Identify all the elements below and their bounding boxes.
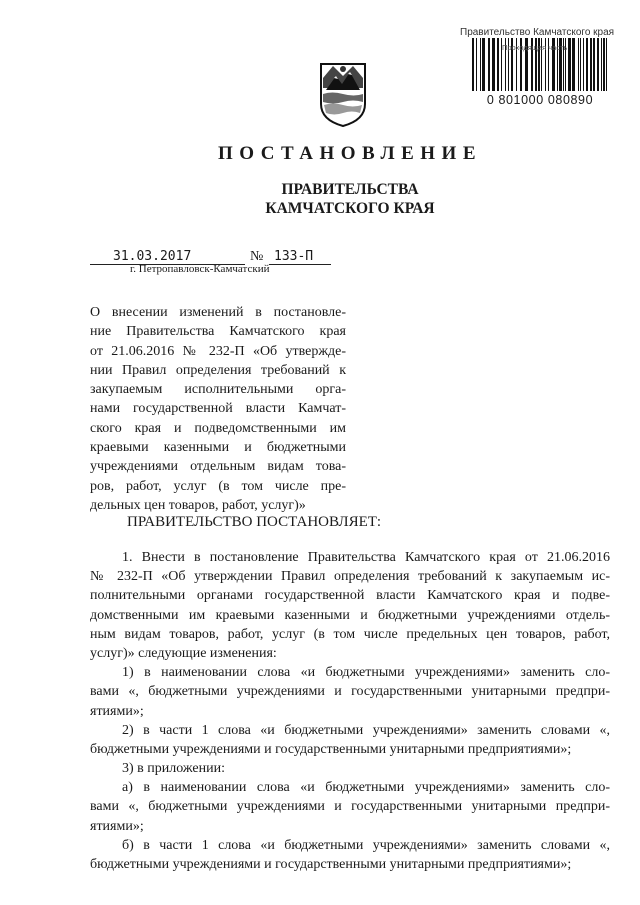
- barcode-bar: [482, 38, 485, 91]
- barcode-bar: [583, 38, 584, 91]
- body-line: бюджетными учреждениями и государственными унитарными предприятиями»;: [90, 857, 572, 872]
- barcode-number: 0 801000 080890: [486, 93, 594, 107]
- body-line: бюджетными учреждениями и государственными унитарными предприятиями»;: [90, 741, 572, 757]
- subject-line: краевыми казенными и бюджетными: [90, 440, 346, 456]
- barcode-bar: [578, 38, 579, 91]
- kamchatka-coat-of-arms-icon: [318, 58, 368, 128]
- issuer-line-2: КАМЧАТСКОГО КРАЯ: [265, 200, 435, 217]
- issuer-line-1: ПРАВИТЕЛЬСТВА: [281, 181, 419, 198]
- subject-line: ского края и подведомственными им: [90, 420, 346, 436]
- document-date: 31.03.2017: [90, 250, 245, 265]
- city: г. Петропавловск-Камчатский: [130, 263, 270, 275]
- barcode-bar: [606, 38, 607, 91]
- subject-line: ров, работ, услуг (в том числе пре-: [90, 478, 346, 494]
- resolves-heading: ПРАВИТЕЛЬСТВО ПОСТАНОВЛЯЕТ:: [127, 514, 382, 530]
- subject-line: ние Правительства Камчатского края: [90, 324, 346, 340]
- barcode-bar: [593, 38, 595, 91]
- barcode-bar: [580, 38, 581, 91]
- body-line: 1) в наименовании слова «и бюджетными учреждениями» заменить сло-: [122, 665, 610, 681]
- body-line: 3) в приложении:: [122, 761, 225, 777]
- barcode-bar: [492, 38, 495, 91]
- barcode-bar: [480, 38, 481, 91]
- body-line: вами «, бюджетными учреждениями и государственными унитарными предпри-: [90, 684, 610, 700]
- body-line: домственными им краевыми казенными и бюджетными учреждениями отдель-: [90, 607, 610, 623]
- body-line: полнительными органами государственной власти Камчатского края и подве-: [90, 588, 610, 604]
- body-line: 2) в части 1 слова «и бюджетными учреждениями» заменить словами «,: [122, 722, 610, 738]
- subject-line: дельных цен товаров, работ, услуг)»: [90, 497, 306, 513]
- body-line: 1. Внести в постановление Правительства Камчатского края от 21.06.2016: [122, 550, 610, 565]
- barcode-bar: [603, 38, 605, 91]
- document-number: 133-П: [269, 250, 331, 265]
- barcode-bar: [597, 38, 599, 91]
- subject-line: учреждениями отдельным видам това-: [90, 459, 346, 475]
- subject-block: [90, 303, 346, 515]
- barcode-bar: [488, 38, 490, 91]
- subject-line: от 21.06.2016 № 232-П «Об утвержде-: [90, 343, 346, 359]
- body-line: ным видам товаров, работ, услуг (в том числе предельных цен товаров, работ,: [90, 626, 610, 642]
- barcode-bar: [568, 38, 571, 91]
- body-line: ятиями»;: [90, 818, 144, 834]
- stamp-part-label: Проходящая часть: [502, 43, 568, 52]
- barcode-bar: [601, 38, 602, 91]
- barcode-bar: [572, 38, 575, 91]
- subject-line: нии Правил определения требований к: [90, 362, 346, 378]
- document-type-title: ПОСТАНОВЛЕНИЕ: [217, 143, 483, 164]
- body-line: б) в части 1 слова «и бюджетными учреждениями» заменить словами «,: [122, 837, 610, 853]
- subject-line: О внесении изменений в постановле-: [90, 305, 346, 320]
- barcode-bar: [476, 38, 477, 91]
- subject-line: нами государственной власти Камчат-: [90, 401, 346, 417]
- body-text: [90, 548, 610, 874]
- barcode-bar: [497, 38, 499, 91]
- subject-line: закупаемым исполнительными орга-: [90, 382, 346, 398]
- number-sign: №: [250, 249, 264, 264]
- body-line: вами «, бюджетными учреждениями и государственными унитарными предпри-: [90, 799, 610, 815]
- barcode-bar: [590, 38, 592, 91]
- barcode-bar: [586, 38, 588, 91]
- barcode-bar: [472, 38, 474, 91]
- stamp-organization: Правительство Камчатского края: [460, 27, 615, 38]
- body-line: ятиями»;: [90, 703, 144, 719]
- body-line: услуг)» следующие изменения:: [90, 645, 277, 661]
- body-line: № 232-П «Об утверждении Правил определения требований к закупаемым ис-: [90, 569, 610, 585]
- body-line: а) в наименовании слова «и бюджетными учреждениями» заменить сло-: [122, 780, 610, 796]
